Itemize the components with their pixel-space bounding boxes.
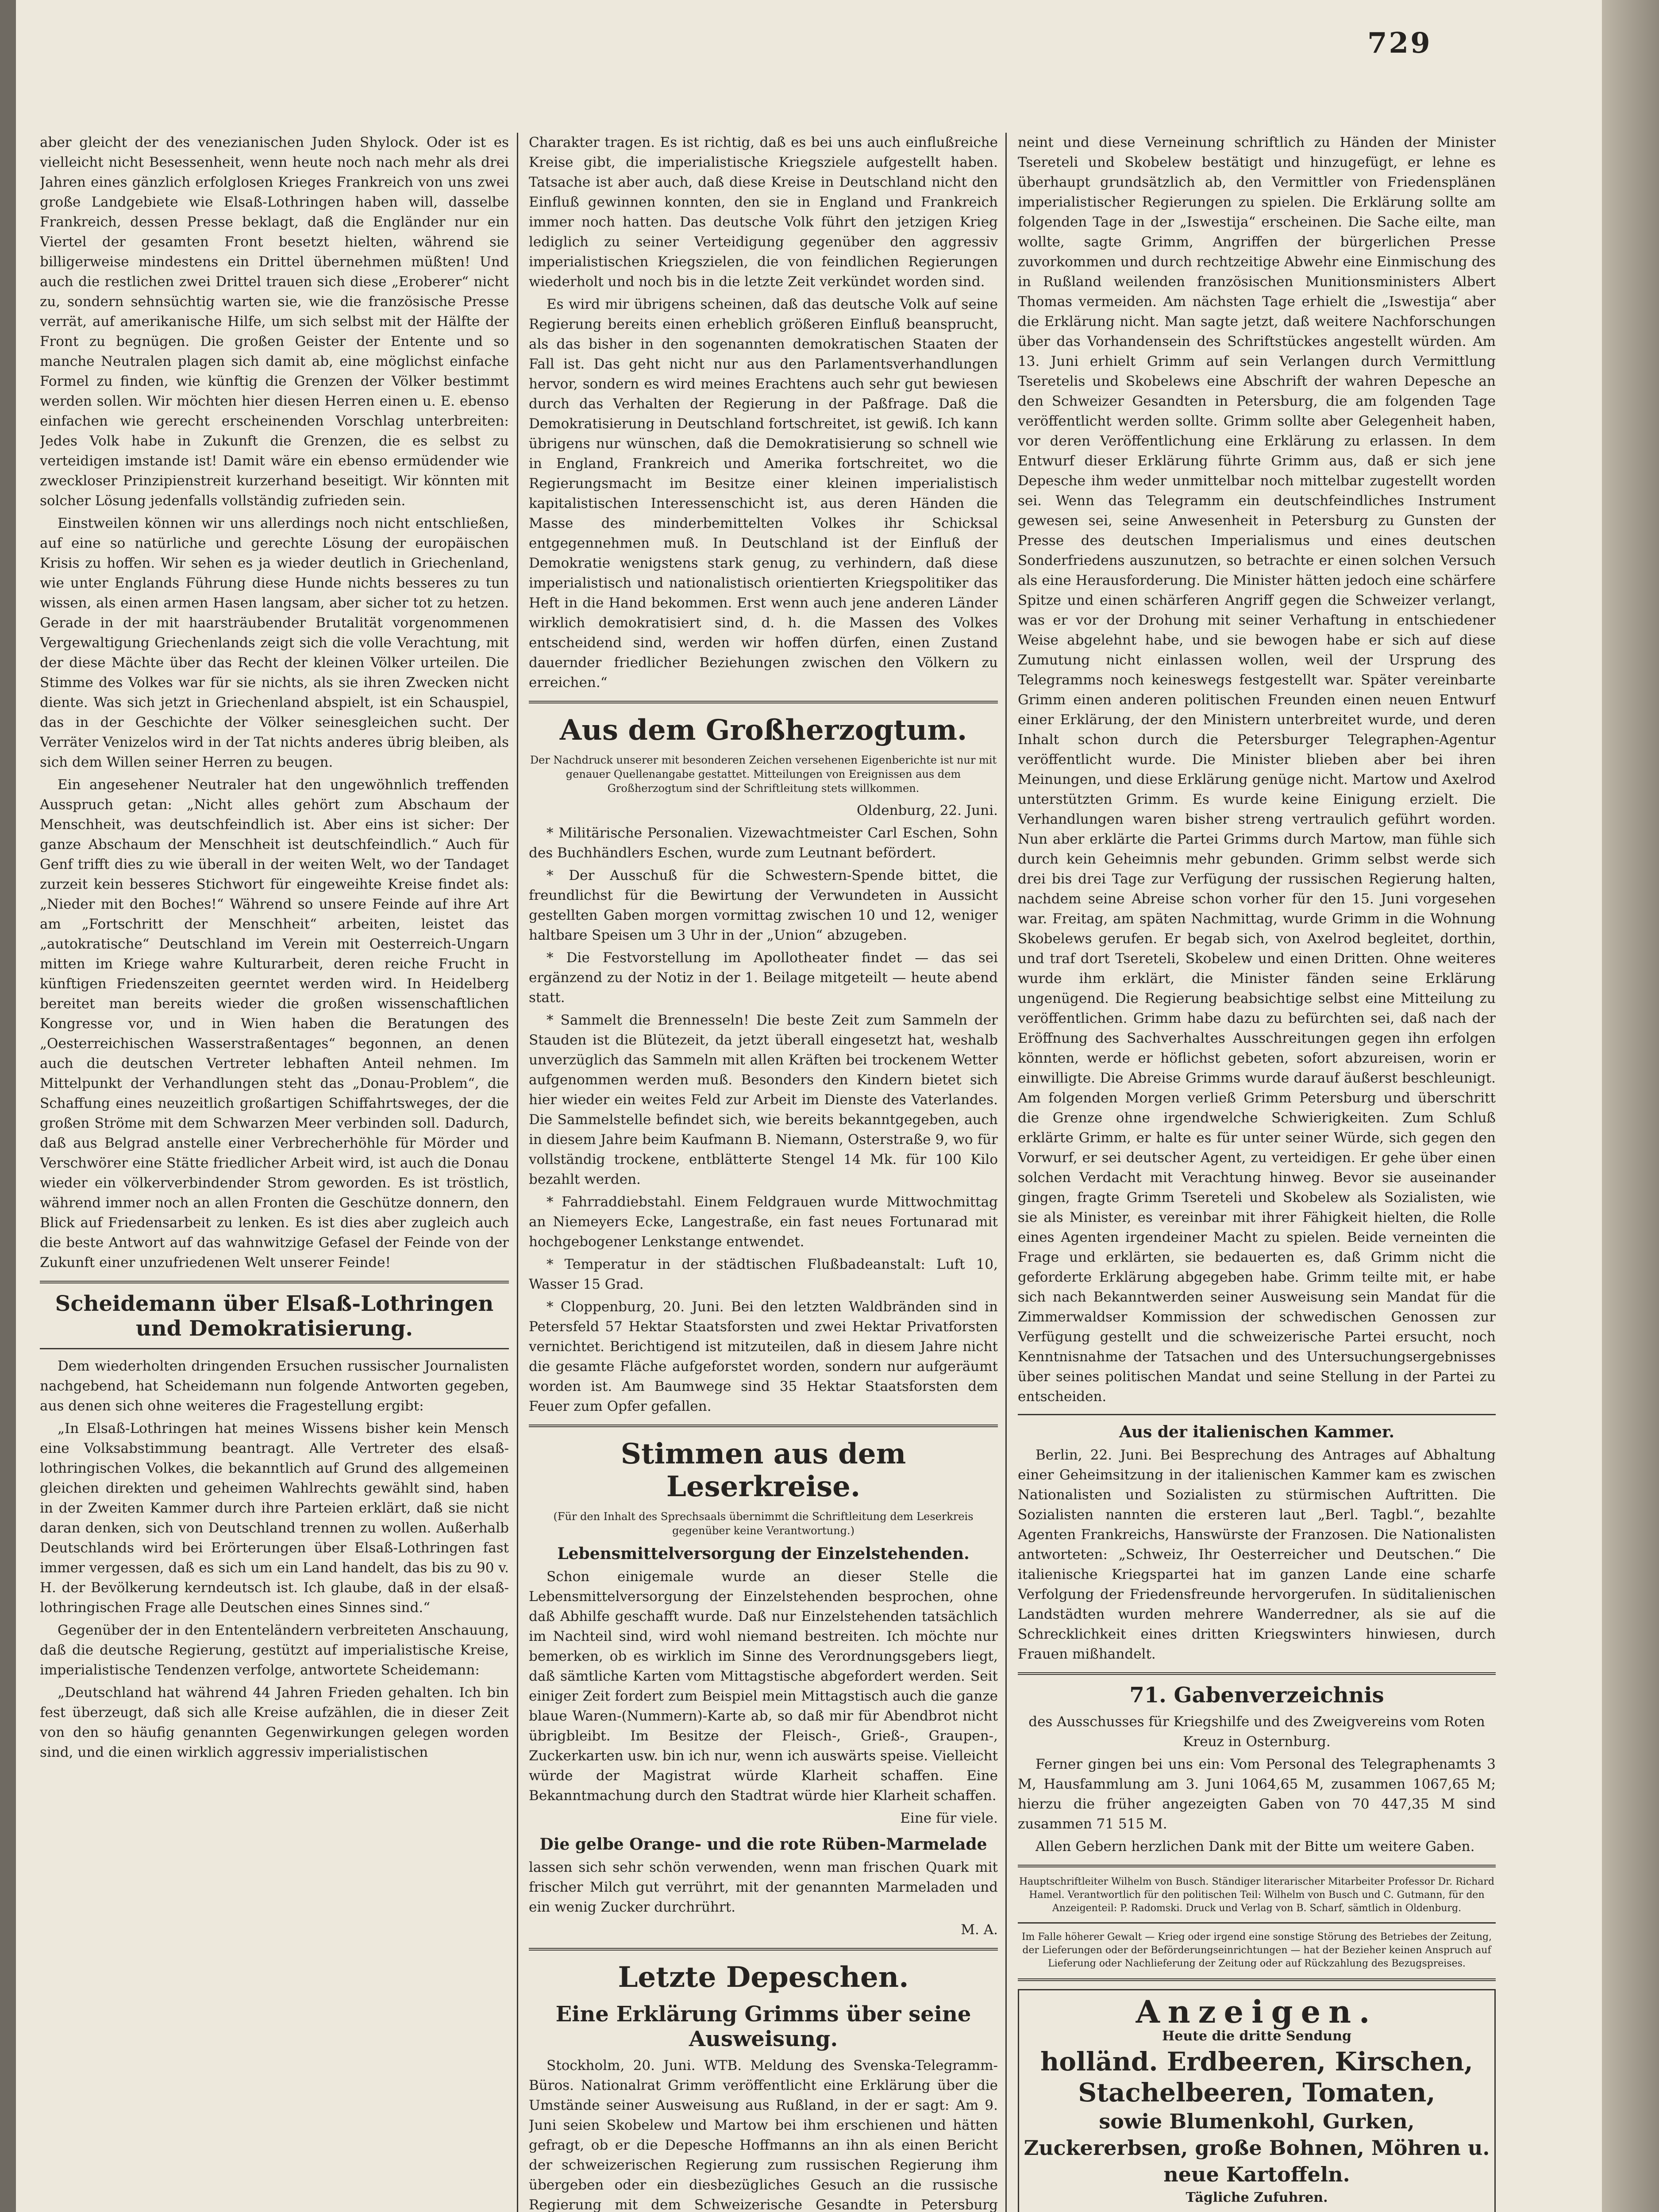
italy-text: Berlin, 22. Juni. Bei Besprechung des Antrages auf Abhaltung einer Geheimsitzung in der italienischen Kammer kam es zwischen Nationalisten und Sozialisten zu stürmischen Auftritten. Die Sozialisten nannten die ersteren laut „Berl. Tagbl.“, bezahlte Agenten Frankreichs, Hanswürste der Franzosen. Die Nationalisten antworteten: „Schweiz, Ihr Oesterreicher und Deutschen.“ Die italienische Kriegspartei hat im ganzen Lande eine scharfe Verfolgung der Friedensfreunde hervorgerufen. In süditalienischen Landstädten wurden mehrere Wanderredner, als sie auf die Schrecklichkeit eines dritten Kriegswinters hinwiesen, durch Frauen mißhandelt. <box>1018 1447 1496 1662</box>
imprint: Hauptschriftleiter Wilhelm von Busch. Ständiger literarischer Mitarbeiter Professor Dr. Richard Hamel. Verantwortlich für den politischen Teil: Wilhelm von Busch und C. Gutmann, für den Anzeigenteil: P. Radomski. Druck und Verlag von B. Scharf, sämtlich in Oldenburg. <box>1019 1876 1494 1914</box>
divider <box>40 1281 509 1283</box>
dispatch-text: Stockholm, 20. Juni. WTB. Meldung des Svenska-Telegramm-Büros. Nationalrat Grimm veröffentlicht eine Erklärung über die Umstände seiner Ausweisung aus Rußland, in der er sagt: Am 9. Juni seien Skobelew und Martow bei ihm erschienen und hätten gefragt, ob er die Depesche Hoffmanns an ihn als einen Bericht der schweizerischen Regierung zum russischen Regierung ihm übergeben oder ein diesbezügliches Gesuch an die russische Regierung mit dem Schweizerische Gesandte in Petersburg <box>529 2058 998 2212</box>
paragraph: Es wird mir übrigens scheinen, daß das deutsche Volk auf seine Regierung bereits einen erheblich größeren Einfluß beansprucht, als das bisher in den sogenannten demokratischen Staaten der Fall ist. Das geht nicht nur aus den Parlamentsverhandlungen hervor, sondern es wird meines Erachtens auch sehr gut bewiesen durch das Verhalten der Regierung in der Paßfrage. Daß die Demokratisierung in Deutschland fortschreitet, ist gewiß. Ich kann übrigens nur wünschen, daß die Demokratisierung so schnell wie in England, Frankreich und Amerika fortschreitet, wo die Regierungsmacht im Besitze einer kleinen imperialistisch kapitalistischen Interessenschicht ist, aus deren Händen die Masse des minderbemittelten Volkes ihr Schicksal entgegennehmen muß. In Deutschland ist der Einfluß der Demokratie wenigstens stark genug, zu verhindern, daß diese imperialistisch und nationalistisch orientierten Kriegspolitiker das Heft in die Hand bekommen. Erst wenn auch jene anderen Länder wirklich demokratisiert sind, d. h. die Massen des Volkes entscheidend sind, werden wir hoffen dürfen, einen Zustand dauernder friedlicher Beziehungen zwischen den Völkern zu erreichen.“ <box>529 296 998 691</box>
letter-signature: Eine für viele. <box>900 1810 998 1826</box>
letter-title: Die gelbe Orange- und die rote Rüben-Marmelade <box>539 1835 987 1854</box>
paragraph: Ein angesehener Neutraler hat den ungewöhnlich treffenden Ausspruch getan: „Nicht alles gehört zum Abschaum der Menschheit, was deutschfeindlich ist. Aber eins ist sicher: Der ganze Abschaum der Menschheit ist deutschfeindlich.“ Auch für Genf trifft dies zu wie überall in der weiten Welt, wo der Tandaget zurzeit kein besseres Stichwort für eingeweihte Kreise findet als: „Nieder mit den Boches!“ Während so unsere Feinde auf ihre Art am „Fortschritt der Menschheit“ arbeiten, leistet das „autokratische“ Deutschland im Verein mit Oesterreich-Ungarn mitten im Kriege wahre Kulturarbeit, deren reiche Frucht in künftigen Friedenszeiten geerntet werden wird. In Heidelberg bereitet man bereits wieder die großen wissenschaftlichen Kongresse vor, und in Wien haben die Beratungen des „Oesterreichischen Wasserstraßentages“ begonnen, an denen auch die deutschen Vertreter lebhaften Anteil nehmen. Im Mittelpunkt der Verhandlungen steht das „Donau-Problem“, die Schaffung eines neuzeitlich großartigen Schiffahrtsweges, der die großen Ströme mit dem Schwarzen Meer verbinden soll. Dadurch, daß aus Belgrad anstelle einer Verbrecherhöhle für Mörder und Verschwörer eine Stätte friedlicher Arbeit wird, ist auch die Donau wieder ein völkerverbindender Strom geworden. Es ist tröstlich, während immer noch an allen Fronten die Geschütze donnern, den Blick auf Friedensarbeit zu lenken. Es ist dies aber zugleich auch die beste Antwort auf das wahnwitzige Gefasel der Feinde von der Zukunft einer unzufriedenen Welt unserer Feinde! <box>40 777 509 1271</box>
ad-subheading: Heute die dritte Sendung <box>1162 2028 1352 2044</box>
ad-line-fruits: holländ. Erdbeeren, Kirschen, Stachelbeeren, Tomaten, <box>1040 2047 1473 2108</box>
news-item: * Sammelt die Brennesseln! Die beste Zeit zum Sammeln der Stauden ist die Blütezeit, da jetzt überall eingesetzt hat, weshalb unverzüglich das Sammeln mit allen Kräften bei trockenem Wetter aufgenommen werden muß. Besonders den Kindern bietet sich hier wieder ein weites Feld zur Arbeit im Dienste des Vaterlandes. Die Sammelstelle befindet sich, wie bereits bekanntgegeben, auch in diesem Jahre beim Kaufmann B. Niemann, Osterstraße 9, wo für vollständig trockene, entblätterte Stengel 14 Mk. für 100 Kilo bezahlt werden. <box>529 1012 998 1187</box>
dateline: Oldenburg, 22. Juni. <box>857 803 998 818</box>
paragraph: Einstweilen können wir uns allerdings noch nicht entschließen, auf eine so natürliche und gerechte Lösung der europäischen Krisis zu hoffen. Wir sehen es ja wieder deutlich in Griechenland, wie unter Englands Führung diese Hunde nichts besseres zu tun wissen, als einen armen Hasen langsam, aber sicher tot zu hetzen. Gerade in der mit haarsträubender Brutalität vorgenommenen Vergewaltigung Griechenlands zeigt sich die volle Verachtung, mit der diese Mächte über das Recht der kleinen Völker urteilen. Die Stimme des Volkes war für sie nichts, als sie ihren Zwecken nicht diente. Was sich jetzt in Griechenland abspielt, ist ein Schauspiel, das in der Geschichte der Völker seinesgleichen sucht. Der Verräter Venizelos wird in der Tat nichts anderes übrig bleiben, als sich dem Willen seiner Herren zu beugen. <box>40 515 509 770</box>
letter-title: Lebensmittelversorgung der Einzelstehenden. <box>557 1544 970 1563</box>
column-rule-1 <box>517 133 518 2212</box>
article-title-scheidemann: Scheidemann über Elsaß-Lothringen und Demokratisierung. <box>55 1291 494 1341</box>
section-title-grossherzogtum: Aus dem Großherzogtum. <box>559 714 967 747</box>
gifts-title: 71. Gabenverzeichnis <box>1129 1683 1384 1708</box>
divider <box>529 1425 998 1427</box>
force-majeure-notice: Im Falle höherer Gewalt — Krieg oder irgend eine sonstige Störung des Betriebes der Zeitung, der Lieferungen oder der Beförderungseinrichtungen — hat der Bezieher keinen Anspruch auf Lieferung oder Nachlieferung der Zeitung oder auf Rückzahlung des Bezugspreises. <box>1021 1932 1492 1969</box>
section-note: Der Nachdruck unserer mit besonderen Zeichen versehenen Eigenberichte ist nur mit genauer Quellenangabe gestattet. Mitteilungen von Ereignissen aus dem Großherzogtum sind der Schriftleitung stets willkommen. <box>530 754 997 795</box>
advertisement <box>1018 1989 1496 2212</box>
ad-line-vegetables: sowie Blumenkohl, Gurken, Zuckererbsen, große Bohnen, Möhren u. neue Kartoffeln. <box>1024 2109 1490 2186</box>
column-1 <box>40 133 509 2212</box>
divider <box>529 1948 998 1951</box>
column-3 <box>1018 133 1496 2212</box>
news-item: * Militärische Personalien. Vizewachtmeister Carl Eschen, Sohn des Buchhändlers Eschen, wurde zum Leutnant befördert. <box>529 825 998 861</box>
news-item: * Die Festvorstellung im Apollotheater findet — das sei ergänzend zu der Notiz in der 1. Beilage mitgeteilt — heute abend statt. <box>529 950 998 1006</box>
divider <box>1018 1865 1496 1867</box>
divider <box>1018 1672 1496 1675</box>
ad-line-supply: Tägliche Zufuhren. <box>1186 2190 1328 2205</box>
dispatch-subtitle: Eine Erklärung Grimms über seine Ausweisung. <box>555 2002 971 2051</box>
news-item: * Temperatur in der städtischen Flußbadeanstalt: Luft 10, Wasser 15 Grad. <box>529 1256 998 1292</box>
column-rule-2 <box>1005 133 1007 2212</box>
gifts-subtitle: des Ausschusses für Kriegshilfe und des Zweigvereins vom Roten Kreuz in Osternburg. <box>1028 1714 1485 1750</box>
letter-text: lassen sich sehr schön verwenden, wenn man frischen Quark mit frischer Milch gut verrührt, mit der genannten Marmeladen und ein wenig Zucker durchrührt. <box>529 1859 998 1915</box>
news-item: * Der Ausschuß für die Schwestern-Spende bittet, die freundlichst für die Bewirtung der Verwundeten in Aussicht gestellten Gaben morgen vormittag zwischen 10 und 12, weniger haltbare Speisen um 3 Uhr in der „Union“ abzugeben. <box>529 868 998 943</box>
letters-note: (Für den Inhalt des Sprechsaals übernimmt die Schriftleitung dem Leserkreis gegenüber keine Verantwortung.) <box>553 1510 974 1537</box>
scan-right-shadow <box>1602 0 1659 2212</box>
ad-heading: Anzeigen. <box>1136 1993 1378 2030</box>
scan-left-edge <box>0 0 16 2212</box>
divider <box>529 701 998 703</box>
divider <box>40 1348 509 1349</box>
section-title-leserkreise: Stimmen aus dem Leserkreise. <box>620 1437 906 1503</box>
news-item: * Fahrraddiebstahl. Einem Feldgrauen wurde Mittwochmittag an Niemeyers Ecke, Langestraße, ein fast neues Fortunarad mit hochgebogener Lenkstange entwendet. <box>529 1194 998 1250</box>
divider <box>1018 1978 1496 1981</box>
paragraph: „In Elsaß-Lothringen hat meines Wissens bisher kein Mensch eine Volksabstimmung beantragt. Alle Vertreter des elsaß-lothringischen Volkes, die bekanntlich auf Grund des allgemeinen gleichen direkten und geheimen Wahlrechts gewählt sind, haben in der Zweiten Kammer durch ihre Parteien erklärt, daß sie nicht daran denken, sich von Deutschland trennen zu wollen. Außerhalb Deutschlands wird bei Erörterungen über Elsaß-Lothringen fast immer vergessen, daß es sich um ein Land handelt, das bis zu 90 v. H. der Bevölkerung kerndeutsch ist. Ich glaube, daß in der elsaß-lothringischen Frage alle Deutschen eines Sinnes sind.“ <box>40 1421 509 1616</box>
paragraph: „Deutschland hat während 44 Jahren Frieden gehalten. Ich bin fest überzeugt, daß sich alle Kreise aufzählen, die in dieser Zeit von den so häufig genannten Gegenwirkungen gelegen worden sind, und die einen wirklich aggressiv imperialistischen <box>40 1685 509 1760</box>
letter-signature: M. A. <box>961 1922 998 1938</box>
section-title-depeschen: Letzte Depeschen. <box>618 1961 909 1994</box>
gifts-thanks: Allen Gebern herzlichen Dank mit der Bitte um weitere Gaben. <box>1035 1839 1475 1855</box>
divider <box>1018 1414 1496 1415</box>
paragraph: neint und diese Verneinung schriftlich zu Händen der Minister Tsereteli und Skobelew bestätigt und hinzugefügt, er lehne es überhaupt grundsätzlich ab, den Vermittler von Friedensplänen imperialistischer Regierungen zu spielen. Die Erklärung sollte am folgenden Tage in der „Iswestija“ erscheinen. Die Sache eilte, man wollte, sagte Grimm, Angriffen der bürgerlichen Presse zuvorkommen und durch rechtzeitige Abwehr eine Einmischung des in Rußland weilenden französischen Munitionsministers Albert Thomas vermeiden. Am nächsten Tage erhielt die „Iswestija“ aber die Erklärung nicht. Man sagte jetzt, daß weitere Nachforschungen über das Vorhandensein des Schriftstückes angestellt würden. Am 13. Juni erhielt Grimm auf sein Verlangen durch Vermittlung Tseretelis und Skobelews eine Abschrift der wahren Depesche an den Schweizer Gesandten in Petersburg, die am folgenden Tage veröffentlicht werden sollte. Grimm sollte aber Gelegenheit haben, vor deren Veröffentlichung eine Erklärung zu erlassen. In dem Entwurf dieser Erklärung führte Grimm aus, daß er sich jene Depesche ihm weder unmittelbar noch mittelbar zugestellt worden sei. Wenn das Telegramm ein deutschfeindliches Instrument gewesen sei, seine Anwesenheit in Petersburg zu Gunsten der Presse des deutschen Imperialismus und eines deutschen Sonderfriedens auszunutzen, so betrachte er einen solchen Versuch als eine Herausforderung. Die Minister hätten jedoch eine schärfere Spitze und einen schärferen Angriff gegen die Schweizer verlangt, was er vor der Drohung mit seiner Verhaftung in entschiedener Weise abgelehnt habe, und sie bewogen habe er sich auf diese Zumutung nicht einlassen wollen, weil der Ursprung des Telegramms noch keineswegs festgestellt war. Später vereinbarte Grimm einen anderen politischen Freunden einen neuen Entwurf einer Erklärung, der den Ministern unterbreitet wurde, und deren Inhalt schon durch die Petersburger Telegraphen-Agentur veröffentlicht wurde. Die Minister blieben aber bei ihren Meinungen, und diese Erklärung genüge nicht. Martow und Axelrod unterstützten Grimm. Es wurde keine Einigung erzielt. Die Verhandlungen waren bisher streng vertraulich geführt worden. Nun aber erklärte die Partei Grimms durch Martow, man fühle sich durch kein Geheimnis mehr gebunden. Grimm selbst werde sich drei bis drei Tage zur Verfügung der russischen Regierung halten, nachdem seine Abreise schon vorher für den 15. Juni vorgesehen war. Freitag, am späten Nachmittag, wurde Grimm in die Wohnung Skobelews gerufen. Er begab sich, von Axelrod begleitet, dorthin, und traf dort Tsereteli, Skobelew und einen Dritten. Ohne weiteres wurde ihm erklärt, die Minister fänden seine Erklärung ungenügend. Die Regierung beabsichtige selbst eine Mitteilung zu veröffentlichen. Grimm habe dazu zu befürchten sei, daß nach der Eröffnung des Sachverhaltes Ausschreitungen gegen ihn erfolgen könnten, werde er höflichst gebeten, sofort abzureisen, worin er einwilligte. Die Abreise Grimms wurde darauf äußerst beschleunigt. Am folgenden Morgen verließ Grimm Petersburg und überschritt die Grenze ohne irgendwelche Schwierigkeiten. Zum Schluß erklärte Grimm, er halte es für unter seiner Würde, sich gegen den Vorwurf, er sei deutscher Agent, zu verteidigen. Er gehe über einen solchen Verdacht mit Verachtung hinweg. Bevor sie auseinander gingen, fragte Grimm Tsereteli und Skobelew als Sozialisten, wie sie als Minister, es vereinbar mit ihrer Fähigkeit hielten, die Rolle eines Agenten irgendeiner Macht zu spielen. Beide verneinten die Frage und erklärten, sie bedauerten es, daß Grimm nicht die geforderte Erklärung abgegeben habe. Grimm teilte mit, er habe sich nach Bekanntwerden seiner Ausweisung sein Mandat für die Zimmerwaldser Kommission der schwedischen Genossen zur Verfügung gestellt und die schweizerische Partei ersucht, noch Kenntnisnahme der Tatsachen und des Untersuchungsergebnisses über seines politischen Mandat und seine Stellung in der Partei zu entscheiden. <box>1018 134 1496 1405</box>
paragraph: Gegenüber der in den Ententeländern verbreiteten Anschauung, daß die deutsche Regierung, gestützt auf imperialistische Kreise, imperialistische Tendenzen verfolge, antwortete Scheidemann: <box>40 1622 509 1678</box>
column-2 <box>529 133 998 2212</box>
italy-title: Aus der italienischen Kammer. <box>1119 1423 1395 1441</box>
news-item: * Cloppenburg, 20. Juni. Bei den letzten Waldbränden sind in Petersfeld 57 Hektar Staatsforsten und zwei Hektar Privatforsten vernichtet. Berichtigend ist mitzuteilen, daß in diesem Jahre nicht die gesamte Fläche aufgeforstet worden, sondern nur aufgeräumt worden ist. Am Baumwege sind 35 Hektar Staatsforsten dem Feuer zum Opfer gefallen. <box>529 1299 998 1414</box>
divider <box>1018 1922 1496 1924</box>
gifts-text: Ferner gingen bei uns ein: Vom Personal des Telegraphenamts 3 M, Hausfammlung am 3. Juni 1064,65 M, zusammen 1067,65 M; hierzu die früher angezeigten Gaben von 70 447,35 M sind zusammen 71 515 M. <box>1018 1756 1496 1832</box>
paragraph: aber gleicht der des venezianischen Juden Shylock. Oder ist es vielleicht nicht Besessenheit, wenn heute noch nach mehr als drei Jahren eines gänzlich erfolglosen Krieges Frankreich von uns zwei große Landgebiete wie Elsaß-Lothringen haben will, dasselbe Frankreich, dessen Presse beklagt, daß die Engländer nur ein Viertel der gesamten Front besetzt hielten, während sie billigerweise mindestens ein Drittel übernehmen müßten! Und auch die restlichen zwei Drittel trauen sich diese „Eroberer“ nicht zu, sondern sehnsüchtig warten sie, wie die französische Presse verrät, auf amerikanische Hilfe, um sich selbst mit der Hälfte der Front zu begnügen. Die großen Geister der Entente und so manche Neutralen plagen sich damit ab, eine möglichst einfache Formel zu finden, wie künftig die Grenzen der Völker bestimmt werden sollen. Wir möchten hier diesen Herren einen u. E. ebenso einfachen wie gerecht erscheinenden Vorschlag unterbreiten: Jedes Volk habe in Zukunft die Grenzen, die es selbst zu verteidigen imstande ist! Damit wäre ein ebenso ermüdender wie zweckloser Prinzipienstreit kurzerhand beseitigt. Wir könnten mit solcher Lösung jedenfalls vollständig zufrieden sein. <box>40 134 509 509</box>
page-number: 729 <box>1367 27 1432 60</box>
paragraph: Dem wiederholten dringenden Ersuchen russischer Journalisten nachgebend, hat Scheidemann nun folgende Antworten gegeben, aus denen sich ohne weiteres die Fragestellung ergibt: <box>40 1358 509 1414</box>
paragraph: Charakter tragen. Es ist richtig, daß es bei uns auch einflußreiche Kreise gibt, die imperialistische Kriegsziele aufgestellt haben. Tatsache ist aber auch, daß diese Kreise in Deutschland nicht den Einfluß gewinnen konnten, den sie in England und Frankreich immer noch hatten. Das deutsche Volk führt den jetzigen Krieg lediglich zu seiner Verteidigung gegenüber den aggressiv imperialistischen Kriegszielen, die von feindlichen Regierungen wiederholt und noch bis in die letzte Zeit verkündet worden sind. <box>529 134 998 290</box>
letter-text: Schon einigemale wurde an dieser Stelle die Lebensmittelversorgung der Einzelstehenden besprochen, ohne daß Abhilfe geschafft wurde. Daß nur Einzelstehenden tatsächlich im Nachteil sind, wird wohl niemand bestreiten. Ich möchte nur bemerken, ob es wirklich im Sinne des Verordnungsgebers liegt, daß sämtliche Karten vom Mittagstische abgefordert werden. Seit einiger Zeit fordert zum Beispiel mein Mittagstisch auch die ganze blaue Waren-(Nummern)-Karte ab, so daß mir für Abendbrot nicht übrigbleibt. Im Besitze der Fleisch-, Grieß-, Graupen-, Zuckerkarten usw. bin ich nur, wenn ich auswärts speise. Vielleicht würde der Magistrat würde Klarheit schaffen. Eine Bekanntmachung durch den Stadtrat würde hier Klarheit schaffen. <box>529 1569 998 1804</box>
